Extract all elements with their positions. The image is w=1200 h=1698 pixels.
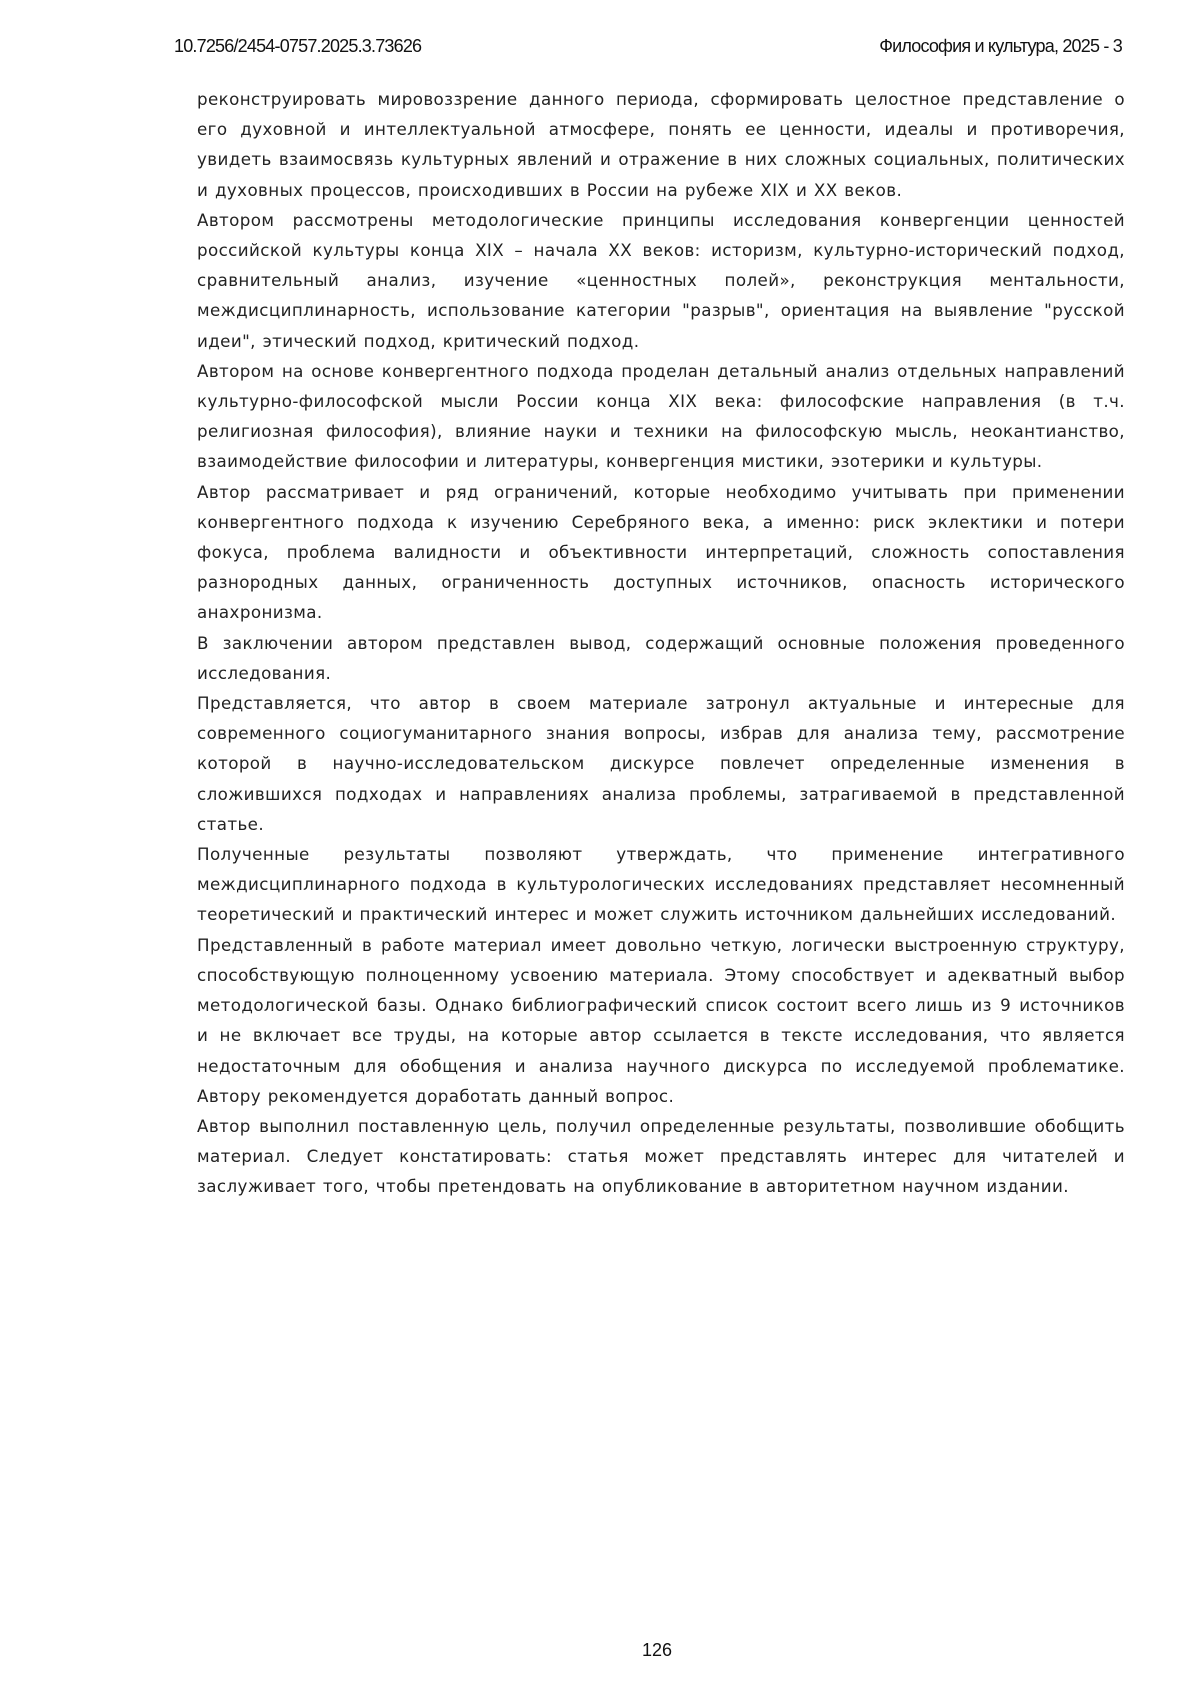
doi-header: 10.7256/2454-0757.2025.3.73626 — [174, 36, 421, 57]
paragraph: В заключении автором представлен вывод, содержащий основные положения проведенного исследования. — [197, 628, 1125, 688]
paragraph: Представляется, что автор в своем материале затронул актуальные и интересные для современного социогуманитарного знания вопросы, избрав для анализа тему, рассмотрение которой в научно-исследовательском дискурсе повлечет определенные изменения в сложившихся подходах и направлениях анализа проблемы, затрагиваемой в представленной статье. — [197, 688, 1125, 839]
article-body — [197, 84, 1125, 1202]
paragraph: Автор рассматривает и ряд ограничений, которые необходимо учитывать при применении конвергентного подхода к изучению Серебряного века, а именно: риск эклектики и потери фокуса, проблема валидности и объективности интерпретаций, сложность сопоставления разнородных данных, ограниченность доступных источников, опасность исторического анахронизма. — [197, 477, 1125, 628]
paragraph: реконструировать мировоззрение данного периода, сформировать целостное представление о его духовной и интеллектуальной атмосфере, понять ее ценности, идеалы и противоречия, увидеть взаимосвязь культурных явлений и отражение в них сложных социальных, политических и духовных процессов, происходивших в России на рубеже XIX и XX веков. — [197, 84, 1125, 205]
paragraph: Автор выполнил поставленную цель, получил определенные результаты, позволившие обобщить материал. Следует констатировать: статья может представлять интерес для читателей и заслуживает того, чтобы претендовать на опубликование в авторитетном научном издании. — [197, 1111, 1125, 1202]
journal-header: Философия и культура, 2025 - 3 — [879, 36, 1122, 57]
document-page — [0, 0, 1200, 1698]
paragraph: Автором рассмотрены методологические принципы исследования конвергенции ценностей российской культуры конца XIX – начала XX веков: историзм, культурно-исторический подход, сравнительный анализ, изучение «ценностных полей», реконструкция ментальности, междисциплинарность, использование категории "разрыв", ориентация на выявление "русской идеи", этический подход, критический подход. — [197, 205, 1125, 356]
paragraph: Полученные результаты позволяют утверждать, что применение интегративного междисциплинарного подхода в культурологических исследованиях представляет несомненный теоретический и практический интерес и может служить источником дальнейших исследований. — [197, 839, 1125, 930]
page-number: 126 — [0, 1640, 1200, 1661]
paragraph: Автором на основе конвергентного подхода проделан детальный анализ отдельных направлений культурно-философской мысли России конца XIX века: философские направления (в т.ч. религиозная философия), влияние науки и техники на философскую мысль, неокантианство, взаимодействие философии и литературы, конвергенция мистики, эзотерики и культуры. — [197, 356, 1125, 477]
paragraph: Представленный в работе материал имеет довольно четкую, логически выстроенную структуру, способствующую полноценному усвоению материала. Этому способствует и адекватный выбор методологической базы. Однако библиографический список состоит всего лишь из 9 источников и не включает все труды, на которые автор ссылается в тексте исследования, что является недостаточным для обобщения и анализа научного дискурса по исследуемой проблематике. Автору рекомендуется доработать данный вопрос. — [197, 930, 1125, 1111]
